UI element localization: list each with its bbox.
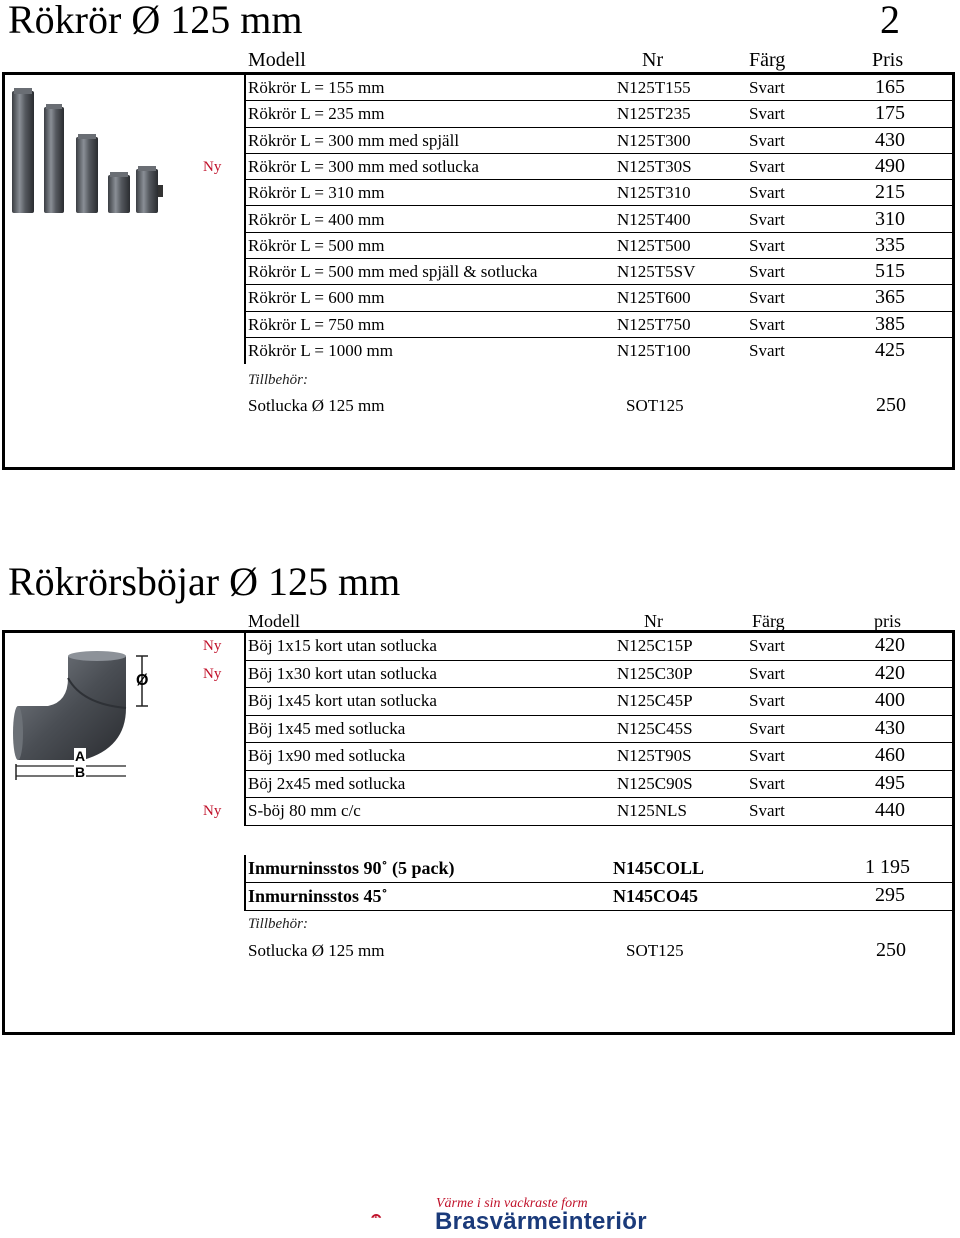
cell-model: Böj 1x45 med sotlucka	[248, 718, 406, 738]
table-row	[244, 771, 955, 799]
elbow-label-b: B	[75, 764, 86, 780]
cell-farg: Svart	[749, 341, 785, 360]
cell-model: Rökrör L = 155 mm	[248, 78, 385, 97]
table-row	[244, 233, 955, 259]
extra-row	[244, 883, 955, 911]
accessory-nr: SOT125	[626, 941, 684, 960]
cell-nr: N125T100	[617, 341, 691, 360]
cell-nr: N125T90S	[617, 746, 692, 765]
cell-pris: 215	[875, 181, 905, 204]
new-badge: Ny	[203, 638, 222, 654]
pipes-image	[8, 85, 168, 220]
header-nr: Nr	[642, 49, 664, 71]
cell-farg: Svart	[749, 663, 785, 683]
brand-name: Brasvärmeinteriör	[435, 1208, 647, 1235]
cell-farg: Svart	[749, 773, 785, 793]
cell-farg: Svart	[749, 183, 785, 203]
table-row	[244, 716, 955, 744]
new-badge: Ny	[203, 158, 222, 175]
table-row	[244, 312, 955, 338]
cell-farg: Svart	[749, 636, 785, 655]
table-row	[244, 633, 955, 661]
cell-nr: N125T600	[617, 288, 691, 308]
cell-model: Rökrör L = 235 mm	[248, 104, 385, 124]
section2-title: Rökrörsböjar Ø 125 mm	[8, 559, 401, 604]
cell-model: S-böj 80 mm c/c	[248, 801, 361, 820]
cell-pris: 335	[875, 233, 905, 256]
cell-nr: N125T310	[617, 183, 691, 203]
cell-model: Rökrör L = 500 mm med spjäll & sotlucka	[248, 262, 538, 282]
cell-model: Rökrör L = 300 mm med spjäll	[248, 130, 460, 150]
cell-pris: 425	[875, 339, 905, 361]
elbow-label-a: A	[75, 748, 86, 764]
cell-pris: 490	[875, 154, 905, 177]
cell-nr: N125T400	[617, 209, 691, 229]
cell-nr: N125T5SV	[617, 262, 696, 282]
extra-pris: 295	[875, 884, 905, 906]
table-row	[244, 128, 955, 154]
cell-model: Rökrör L = 500 mm	[248, 235, 385, 255]
table-row	[244, 798, 955, 826]
page-title: Rökrör Ø 125 mm	[8, 0, 303, 42]
cell-pris: 440	[875, 799, 905, 821]
accessory-model: Sotlucka Ø 125 mm	[248, 941, 385, 960]
table-row	[244, 101, 955, 127]
new-badge: Ny	[203, 803, 222, 819]
header-farg: Färg	[752, 611, 785, 631]
extra-model: Inmurninsstos 90˚ (5 pack)	[248, 858, 455, 878]
cell-farg: Svart	[749, 156, 785, 176]
cell-model: Rökrör L = 1000 mm	[248, 341, 393, 360]
header-farg: Färg	[749, 49, 786, 71]
cell-nr: N125C45S	[617, 718, 693, 738]
cell-pris: 400	[875, 689, 905, 711]
cell-nr: N125T300	[617, 130, 691, 150]
accessory-model: Sotlucka Ø 125 mm	[248, 396, 385, 415]
table-row	[244, 154, 955, 180]
cell-model: Rökrör L = 310 mm	[248, 183, 385, 203]
cell-farg: Svart	[749, 209, 785, 229]
cell-nr: N125T750	[617, 314, 691, 334]
cell-nr: N125T500	[617, 235, 691, 255]
cell-pris: 430	[875, 128, 905, 151]
cell-pris: 420	[875, 661, 905, 684]
cell-model: Rökrör L = 750 mm	[248, 314, 385, 334]
cell-pris: 430	[875, 716, 905, 739]
cell-pris: 420	[875, 634, 905, 656]
extra-model: Inmurninsstos 45˚	[248, 886, 388, 906]
header-pris: pris	[874, 611, 901, 631]
header-pris: Pris	[872, 49, 904, 71]
cell-pris: 165	[875, 76, 905, 98]
table-row	[244, 259, 955, 285]
cell-farg: Svart	[749, 104, 785, 124]
table-row	[244, 207, 955, 233]
cell-nr: N125T235	[617, 104, 691, 124]
cell-nr: N125C30P	[617, 663, 693, 683]
extra-nr: N145CO45	[613, 886, 698, 906]
cell-nr: N125C45P	[617, 691, 693, 710]
table-row	[244, 338, 955, 364]
brand-tagline: Värme i sin vackraste form	[436, 1196, 588, 1211]
brand-logo-mark	[370, 1195, 430, 1235]
section1-accessories-label: Tillbehör:	[248, 372, 309, 388]
cell-model: Böj 1x45 kort utan sotlucka	[248, 691, 437, 710]
accessory-nr: SOT125	[626, 396, 684, 415]
header-model: Modell	[248, 611, 300, 631]
cell-farg: Svart	[749, 130, 785, 150]
cell-model: Rökrör L = 400 mm	[248, 209, 385, 229]
cell-pris: 385	[875, 312, 905, 335]
table-row	[244, 743, 955, 771]
accessory-pris: 250	[876, 939, 906, 961]
table-row	[244, 661, 955, 689]
cell-model: Rökrör L = 300 mm med sotlucka	[248, 156, 479, 176]
page-number: 2	[880, 0, 900, 42]
cell-farg: Svart	[749, 235, 785, 255]
cell-model: Böj 2x45 med sotlucka	[248, 773, 406, 793]
extra-row	[244, 855, 955, 883]
cell-nr: N125C90S	[617, 773, 693, 793]
cell-model: Böj 1x30 kort utan sotlucka	[248, 663, 437, 683]
extras-left-border	[244, 855, 246, 911]
cell-farg: Svart	[749, 314, 785, 334]
cell-nr: N125C15P	[617, 636, 693, 655]
cell-pris: 515	[875, 260, 905, 283]
cell-farg: Svart	[749, 746, 785, 765]
elbow-label-diameter: Ø	[136, 672, 149, 689]
table-row	[244, 285, 955, 311]
cell-pris: 365	[875, 286, 905, 309]
cell-farg: Svart	[749, 718, 785, 738]
table-left-border	[244, 75, 246, 364]
cell-model: Böj 1x15 kort utan sotlucka	[248, 636, 437, 655]
extra-pris: 1 195	[865, 856, 910, 878]
cell-farg: Svart	[749, 801, 785, 820]
cell-model: Böj 1x90 med sotlucka	[248, 746, 406, 765]
cell-farg: Svart	[749, 78, 785, 97]
accessory-pris: 250	[876, 394, 906, 416]
cell-nr: N125NLS	[617, 801, 687, 820]
cell-pris: 310	[875, 207, 905, 230]
extra-nr: N145COLL	[613, 858, 705, 878]
new-badge: Ny	[203, 665, 222, 682]
header-model: Modell	[248, 49, 306, 71]
cell-farg: Svart	[749, 262, 785, 282]
table-row	[244, 180, 955, 206]
cell-farg: Svart	[749, 691, 785, 710]
table-row	[244, 75, 955, 101]
cell-model: Rökrör L = 600 mm	[248, 288, 385, 308]
cell-pris: 175	[875, 102, 905, 125]
cell-nr: N125T155	[617, 78, 691, 97]
cell-farg: Svart	[749, 288, 785, 308]
table-row	[244, 688, 955, 716]
cell-pris: 495	[875, 771, 905, 794]
section2-accessories-label: Tillbehör:	[248, 916, 309, 932]
table-left-border	[244, 633, 246, 826]
cell-pris: 460	[875, 744, 905, 766]
header-nr: Nr	[644, 611, 663, 631]
cell-nr: N125T30S	[617, 156, 692, 176]
